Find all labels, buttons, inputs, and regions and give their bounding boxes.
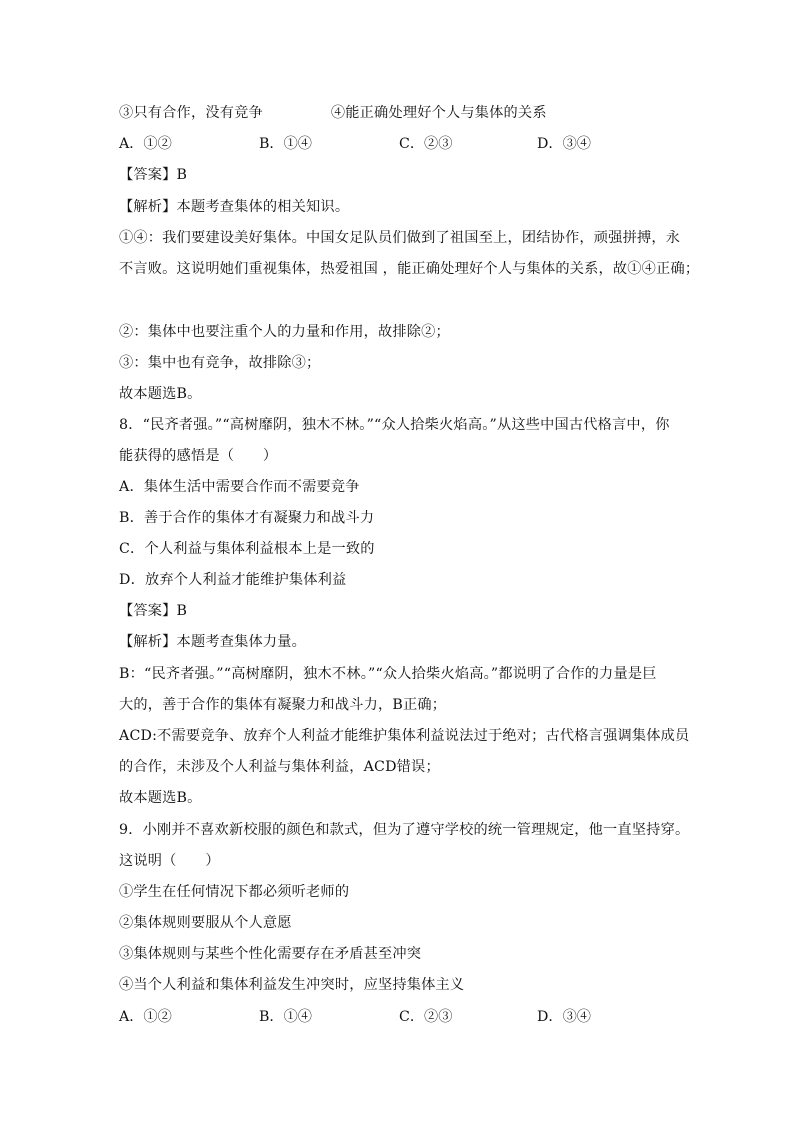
analysis-text: 大的，善于合作的集体有凝聚力和战斗力，B正确； [119, 697, 447, 713]
question-8-option-b: B．善于合作的集体才有凝聚力和战斗力 [119, 510, 375, 526]
choice-b: B．①④ [259, 136, 312, 152]
analysis-heading-q7: 【解析】本题考查集体的相关知识。 [119, 199, 350, 215]
analysis-text: ACD:不需要竞争、放弃个人利益才能维护集体利益说法过于绝对；古代格言强调集体成员 [119, 728, 690, 744]
analysis-text: ①④：我们要建设美好集体。中国女足队员们做到了祖国至上，团结协作，顽强拼搏，永 [119, 230, 681, 246]
question-8-stem: 能获得的感悟是（ ） [119, 448, 278, 464]
analysis-conclusion: 故本题选B。 [119, 386, 202, 402]
question-8-option-d: D．放弃个人利益才能维护集体利益 [119, 572, 347, 588]
question-9-statement-2: ②集体规则要服从个人意愿 [119, 915, 292, 931]
answer-q8: 【答案】B [119, 603, 188, 619]
analysis-text: 不言败。这说明她们重视集体，热爱祖国 ，能正确处理好个人与集体的关系，故①④正确； [119, 261, 700, 277]
choice-c: C．②③ [399, 136, 453, 152]
answer-q7: 【答案】B [119, 167, 188, 183]
question-8-stem: 8．“民齐者强。”“高树靡阴，独木不林。”“众人拾柴火焰高。”从这些中国古代格言中，你 [119, 417, 670, 433]
question-9-stem: 9．小刚并不喜欢新校服的颜色和款式，但为了遵守学校的统一管理规定，他一直坚持穿。 [119, 822, 690, 838]
choice-c: C．②③ [399, 1009, 453, 1025]
question-9-statement-4: ④当个人利益和集体利益发生冲突时，应坚持集体主义 [119, 977, 465, 993]
choice-a: A．①② [119, 136, 172, 152]
choice-row-q7 [119, 135, 679, 153]
question-9-stem: 这说明（ ） [119, 853, 220, 869]
analysis-text: 的合作，未涉及个人利益与集体利益，ACD错误； [119, 759, 440, 775]
question-9-statement-1: ①学生在任何情况下都必须听老师的 [119, 884, 350, 900]
analysis-text: ②：集体中也要注重个人的力量和作用，故排除②； [119, 324, 450, 340]
statement-4: ④能正确处理好个人与集体的关系 [330, 105, 547, 121]
question-9-statement-3: ③集体规则与某些个性化需要存在矛盾甚至冲突 [119, 946, 422, 962]
analysis-text: B：“民齐者强。”“高树靡阴，独木不林。”“众人拾柴火焰高。”都说明了合作的力量是巨 [119, 666, 657, 682]
statement-3: ③只有合作，没有竞争 [119, 105, 263, 121]
question-option-line [119, 104, 547, 122]
choice-a: A．①② [119, 1009, 172, 1025]
question-8-option-c: C．个人利益与集体利益根本上是一致的 [119, 541, 375, 557]
choice-d: D．③④ [537, 1009, 591, 1025]
choice-b: B．①④ [259, 1009, 312, 1025]
question-8-option-a: A．集体生活中需要合作而不需要竞争 [119, 479, 360, 495]
choice-row-q9 [119, 1008, 679, 1026]
analysis-heading-q8: 【解析】本题考查集体力量。 [119, 634, 307, 650]
choice-d: D．③④ [537, 136, 591, 152]
analysis-text: ③：集中也有竞争，故排除③； [119, 355, 321, 371]
analysis-conclusion: 故本题选B。 [119, 790, 202, 806]
